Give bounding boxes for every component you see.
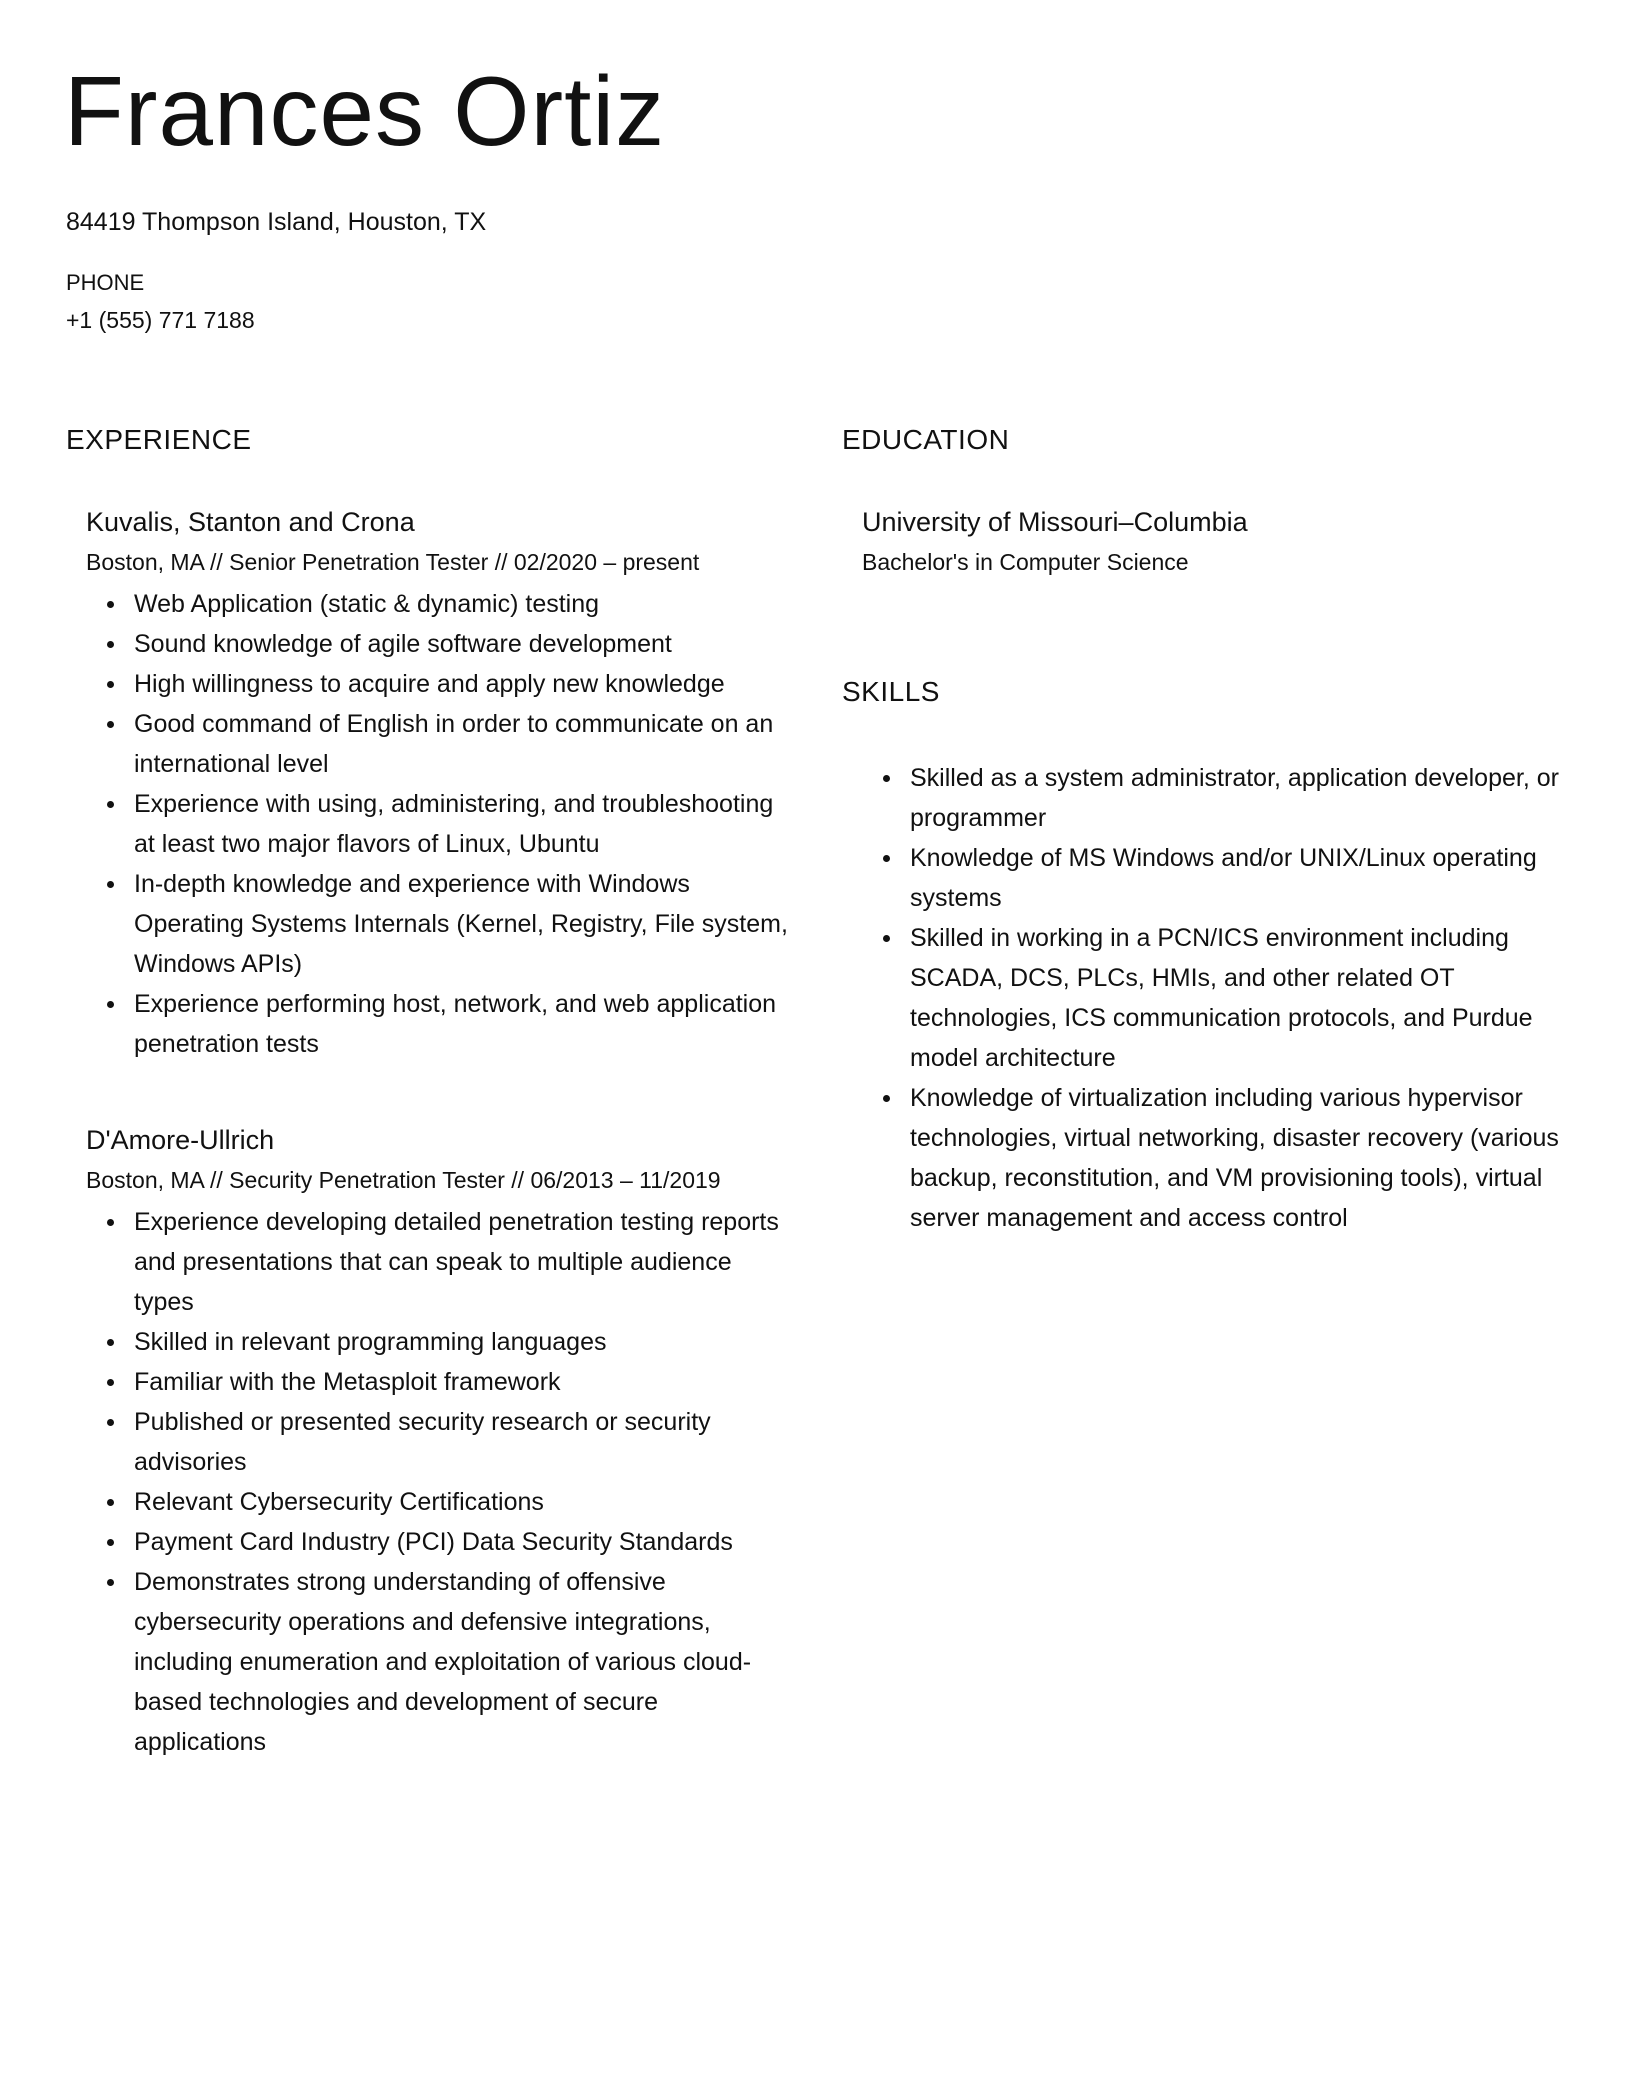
- candidate-name: Frances Ortiz: [64, 56, 666, 166]
- skills-heading: SKILLS: [842, 676, 940, 707]
- education-section: [842, 424, 1572, 576]
- job-meta: Boston, MA // Security Penetration Tester // 06/2013 – 11/2019: [86, 1167, 721, 1193]
- education-heading: EDUCATION: [842, 424, 1010, 455]
- skills-bullets: [862, 758, 1572, 1238]
- list-item: Published or presented security research or security advisories: [134, 1402, 796, 1482]
- list-item: High willingness to acquire and apply new knowledge: [134, 664, 796, 704]
- list-item: Knowledge of MS Windows and/or UNIX/Linux operating systems: [910, 838, 1572, 918]
- degree: Bachelor's in Computer Science: [862, 549, 1189, 575]
- skills-list: [862, 758, 1572, 1238]
- right-column: [842, 424, 1572, 1238]
- job-entry: [86, 1124, 796, 1762]
- list-item: Payment Card Industry (PCI) Data Security Standards: [134, 1522, 796, 1562]
- list-item: Demonstrates strong understanding of offensive cybersecurity operations and defensive integrations, including enumeration and exploitation of various cloud-based technologies and development of secure applications: [134, 1562, 796, 1762]
- list-item: Good command of English in order to communicate on an international level: [134, 704, 796, 784]
- list-item: Relevant Cybersecurity Certifications: [134, 1482, 796, 1522]
- job-meta: Boston, MA // Senior Penetration Tester // 02/2020 – present: [86, 549, 700, 575]
- skills-section: [842, 676, 1572, 1238]
- list-item: Skilled in relevant programming languages: [134, 1322, 796, 1362]
- list-item: Experience performing host, network, and web application penetration tests: [134, 984, 796, 1064]
- list-item: Skilled in working in a PCN/ICS environment including SCADA, DCS, PLCs, HMIs, and other related OT technologies, ICS communication protocols, and Purdue model architecture: [910, 918, 1572, 1078]
- job-bullets: [86, 1202, 796, 1762]
- job-bullets: [86, 584, 796, 1064]
- list-item: In-depth knowledge and experience with Windows Operating Systems Internals (Kernel, Registry, File system, Windows APIs): [134, 864, 796, 984]
- experience-heading: EXPERIENCE: [66, 424, 252, 455]
- experience-column: [66, 424, 796, 1762]
- list-item: Knowledge of virtualization including various hypervisor technologies, virtual networking, disaster recovery (various backup, reconstitution, and VM provisioning tools), virtual server management and access control: [910, 1078, 1572, 1238]
- phone-label: PHONE: [66, 270, 145, 295]
- education-entry: [862, 506, 1572, 576]
- school-name: University of Missouri–Columbia: [862, 507, 1248, 537]
- job-company: Kuvalis, Stanton and Crona: [86, 507, 415, 537]
- address: 84419 Thompson Island, Houston, TX: [66, 208, 487, 236]
- list-item: Familiar with the Metasploit framework: [134, 1362, 796, 1402]
- list-item: Experience with using, administering, and troubleshooting at least two major flavors of Linux, Ubuntu: [134, 784, 796, 864]
- list-item: Experience developing detailed penetration testing reports and presentations that can speak to multiple audience types: [134, 1202, 796, 1322]
- list-item: Skilled as a system administrator, application developer, or programmer: [910, 758, 1572, 838]
- list-item: Sound knowledge of agile software development: [134, 624, 796, 664]
- job-entry: [86, 506, 796, 1064]
- list-item: Web Application (static & dynamic) testing: [134, 584, 796, 624]
- phone-number: +1 (555) 771 7188: [66, 307, 255, 333]
- job-company: D'Amore-Ullrich: [86, 1125, 275, 1155]
